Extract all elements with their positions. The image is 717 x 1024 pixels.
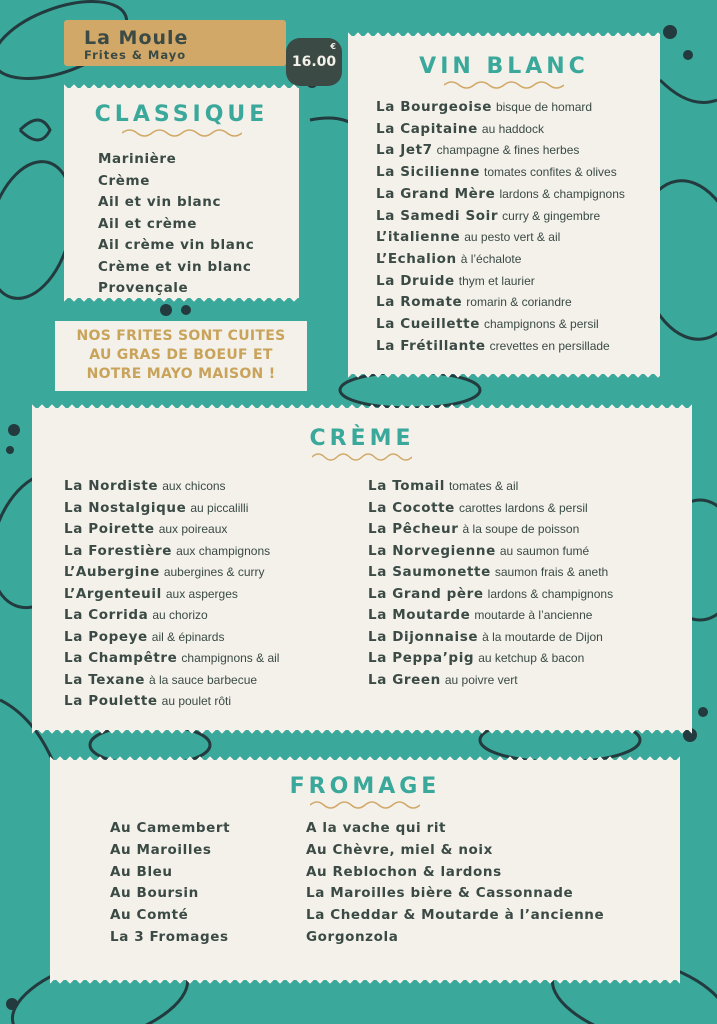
menu-item <box>64 584 279 606</box>
menu-item-description: à la soupe de poisson <box>462 522 580 536</box>
vin-blanc-title: VIN BLANC <box>419 54 589 79</box>
menu-item <box>376 227 660 249</box>
menu-item-name: L’Echalion <box>376 250 457 267</box>
price-value: 16.00 <box>291 54 337 70</box>
menu-item-description: aux chicons <box>162 479 226 493</box>
classique-card <box>64 88 299 298</box>
menu-item: Au Comté <box>110 907 189 924</box>
menu-item <box>368 605 613 627</box>
menu-item-name: La Champêtre <box>64 650 178 666</box>
menu-item: La Cheddar & Moutarde à l’ancienne <box>306 907 605 924</box>
menu-item-name: La Grand père <box>368 585 484 602</box>
menu-item-name: La Frétillante <box>376 337 486 354</box>
menu-item-description: saumon frais & aneth <box>494 565 609 579</box>
menu-item-name: La Sicilienne <box>376 164 480 181</box>
creme-title: CRÈME <box>309 426 415 451</box>
menu-item <box>376 119 660 141</box>
menu-item-name: La Grand Mère <box>376 185 496 202</box>
note-line: NOTRE MAYO MAISON ! <box>86 366 276 382</box>
menu-item-name: La Romate <box>376 294 463 311</box>
banner-title: La Moule <box>84 27 189 49</box>
menu-item: Ail et vin blanc <box>98 194 222 210</box>
note-line: NOS FRITES SONT CUITES <box>76 328 286 344</box>
menu-item <box>368 670 613 692</box>
menu-item: Au Reblochon & lardons <box>306 863 502 880</box>
creme-card <box>32 408 692 730</box>
menu-item: La Maroilles bière & Cassonnade <box>306 885 574 902</box>
menu-item <box>376 314 660 336</box>
menu-item-name: La Norvegienne <box>368 542 496 559</box>
menu-item-name: La Popeye <box>64 628 148 645</box>
menu-item: Crème <box>98 172 150 189</box>
menu-item: Au Maroilles <box>110 841 212 858</box>
menu-item <box>376 271 660 293</box>
menu-item <box>64 670 279 692</box>
classique-title: CLASSIQUE <box>94 102 269 127</box>
menu-item: Au Bleu <box>110 863 173 880</box>
menu-item-description: au poulet rôti <box>161 694 232 708</box>
menu-item-name: La Saumonette <box>368 564 491 580</box>
menu-item <box>376 140 660 162</box>
menu-item-description: lardons & champignons <box>499 186 625 201</box>
menu-item: Marinière <box>98 151 177 167</box>
menu-item-name: La Corrida <box>64 607 149 623</box>
menu-item-name: La Peppa’pig <box>368 650 475 666</box>
menu-item-name: La Pêcheur <box>368 521 459 537</box>
classique-list <box>98 149 299 300</box>
menu-item-name: La Green <box>368 671 441 688</box>
menu-item-description: bisque de homard <box>495 100 593 114</box>
creme-left-column <box>64 476 279 713</box>
fries-note <box>55 321 307 391</box>
menu-item-description: au poivre vert <box>444 672 518 687</box>
menu-item-description: champagne & fines herbes <box>436 143 580 158</box>
menu-item-description: champignons & persil <box>484 317 599 332</box>
menu-item-description: aux champignons <box>176 543 271 558</box>
creme-right-column <box>368 476 613 691</box>
menu-item <box>376 184 660 206</box>
menu-item-name: La Bourgeoise <box>376 99 492 115</box>
menu-item-description: tomates confites & olives <box>483 165 617 180</box>
menu-item <box>368 476 613 498</box>
menu-item <box>368 584 613 606</box>
menu-item <box>368 541 613 563</box>
menu-item: Au Camembert <box>110 820 231 836</box>
menu-item <box>368 562 613 584</box>
menu-item: A la vache qui rit <box>306 820 447 836</box>
menu-item-description: aubergines & curry <box>163 565 265 579</box>
menu-item-name: La Moutarde <box>368 607 471 623</box>
menu-item: Provençale <box>98 280 189 296</box>
note-line: AU GRAS DE BOEUF ET <box>89 347 273 363</box>
menu-item <box>64 476 279 498</box>
menu-item-description: champignons & ail <box>181 651 280 665</box>
menu-item: La 3 Fromages <box>110 928 229 945</box>
menu-item-description: curry & gingembre <box>502 208 601 223</box>
menu-item-description: aux asperges <box>165 586 238 601</box>
menu-item-description: carottes lardons & persil <box>458 500 588 515</box>
menu-item-description: au ketchup & bacon <box>478 651 585 665</box>
menu-item-description: à l’échalote <box>460 251 522 266</box>
menu-item <box>64 605 279 627</box>
menu-item-description: tomates & ail <box>448 479 519 493</box>
menu-item-name: La Nostalgique <box>64 499 187 516</box>
menu-item-description: au pesto vert & ail <box>464 230 561 245</box>
menu-item-description: thym et laurier <box>458 273 535 288</box>
menu-item-description: à la sauce barbecue <box>148 672 258 687</box>
menu-item <box>64 627 279 649</box>
menu-item-name: La Dijonnaise <box>368 628 479 645</box>
menu-item <box>368 627 613 649</box>
menu-item <box>64 519 279 541</box>
menu-item <box>368 648 613 670</box>
menu-item-name: La Cueillette <box>376 316 480 333</box>
menu-item-description: ail & épinards <box>151 629 225 644</box>
menu-item <box>376 249 660 271</box>
menu-item-name: La Nordiste <box>64 478 159 494</box>
swirl-divider <box>312 453 412 461</box>
menu-item <box>64 648 279 670</box>
menu-item-name: La Tomail <box>368 478 445 494</box>
menu-item-description: aux poireaux <box>158 522 228 536</box>
menu-item-name: La Samedi Soir <box>376 207 499 224</box>
menu-item <box>376 97 660 119</box>
fromage-left-column <box>110 818 230 949</box>
menu-item-name: La Poirette <box>64 521 155 537</box>
menu-item: Au Chèvre, miel & noix <box>306 841 493 858</box>
menu-item <box>376 206 660 228</box>
menu-item: Au Boursin <box>110 885 199 902</box>
menu-item <box>64 691 279 713</box>
menu-item-name: La Poulette <box>64 693 158 709</box>
menu-item <box>64 541 279 563</box>
vin-blanc-card <box>348 36 660 374</box>
menu-item <box>368 498 613 520</box>
menu-item-name: La Druide <box>376 272 455 289</box>
menu-item-name: L’Aubergine <box>64 564 160 580</box>
menu-item-name: La Jet7 <box>376 142 433 159</box>
menu-item: Gorgonzola <box>306 928 399 945</box>
menu-item <box>376 336 660 358</box>
menu-item-description: au saumon fumé <box>499 543 590 558</box>
currency-symbol: € <box>330 42 336 51</box>
banner-subtitle: Frites & Mayo <box>84 48 187 62</box>
price-banner <box>64 20 337 70</box>
swirl-divider <box>122 129 242 137</box>
menu-item <box>376 162 660 184</box>
fromage-card <box>50 760 680 980</box>
menu-item-name: La Capitaine <box>376 120 478 137</box>
menu-item-name: La Texane <box>64 671 145 688</box>
menu-item-name: La Forestière <box>64 542 173 559</box>
fromage-title: FROMAGE <box>289 774 441 799</box>
menu-item-description: au chorizo <box>152 608 208 622</box>
menu-item-description: à la moutarde de Dijon <box>482 629 603 644</box>
menu-item: Ail crème vin blanc <box>98 237 255 253</box>
menu-item-description: lardons & champignons <box>487 586 614 601</box>
menu-item-description: au piccalilli <box>190 500 249 515</box>
price-badge <box>286 38 342 86</box>
menu-item-name: L’Argenteuil <box>64 585 162 602</box>
vin-blanc-list <box>376 97 660 357</box>
menu-item-description: romarin & coriandre <box>466 295 572 310</box>
menu-item: Ail et crème <box>98 215 197 232</box>
menu-item <box>376 292 660 314</box>
swirl-divider <box>444 81 564 89</box>
menu-item <box>64 498 279 520</box>
menu-item-name: La Cocotte <box>368 499 455 516</box>
menu-item-description: moutarde à l’ancienne <box>474 608 593 622</box>
menu-item: Crème et vin blanc <box>98 258 252 275</box>
menu-item-name: L’italienne <box>376 229 461 246</box>
swirl-divider <box>310 801 420 809</box>
menu-item-description: au haddock <box>481 121 544 136</box>
menu-item <box>64 562 279 584</box>
menu-item <box>368 519 613 541</box>
fromage-right-column <box>306 818 604 949</box>
menu-item-description: crevettes en persillade <box>489 338 610 353</box>
